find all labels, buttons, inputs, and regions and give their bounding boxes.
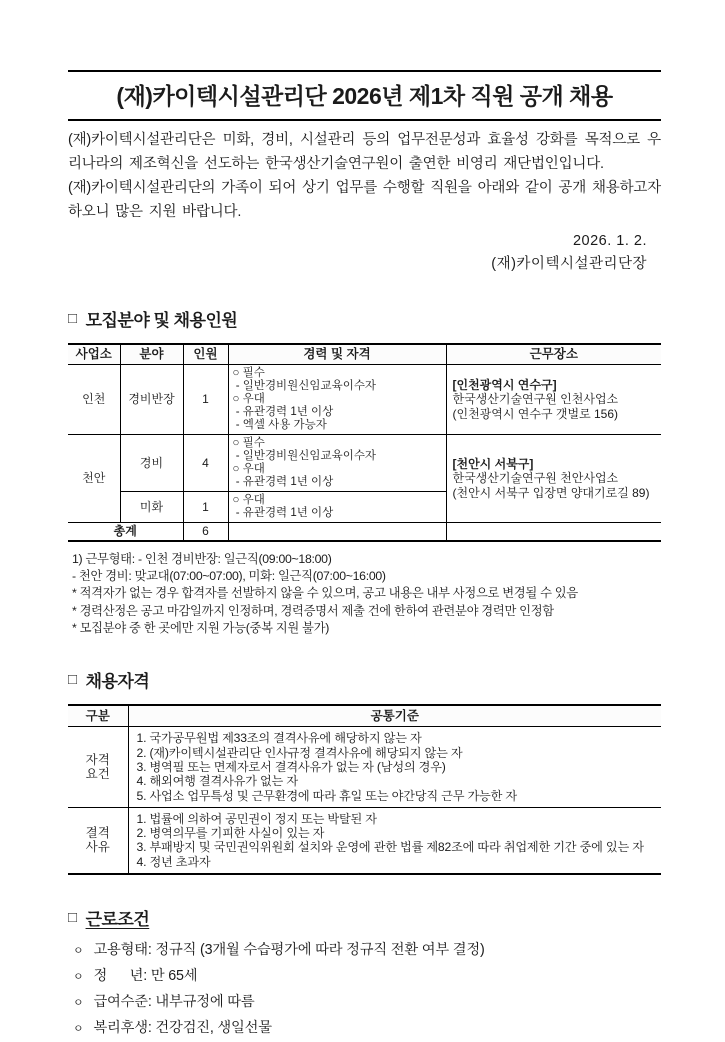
recruit-table [68, 343, 661, 542]
condition-text: 복리후생: 건강검진, 생일선물 [93, 1019, 272, 1036]
note-line: - 천안 경비: 맞교대(07:00~07:00), 미화: 일근직(07:00~16:00) [72, 569, 386, 584]
category-label-line: 자격 [85, 752, 110, 767]
list-item [73, 990, 661, 1016]
qual-line: - 유관경력 1년 이상 [232, 406, 334, 418]
qual-line: - 일반경비원신임교육이수자 [232, 450, 377, 462]
note-line: 1) 근무형태: - 인천 경비반장: 일근직(09:00~18:00) [72, 552, 332, 566]
workplace-district: [천안시 서북구] [452, 456, 534, 471]
note-line: * 경력산정은 공고 마감일까지 인정하며, 경력증명서 제출 건에 한하여 관련분야 경력만 인정함 [72, 603, 554, 618]
workplace-line: (인천광역시 연수구 갯벌로 156) [452, 406, 619, 421]
section-heading-qualification [68, 667, 661, 692]
note-line: * 적격자가 없는 경우 합격자를 선발하지 않을 수 있으며, 공고 내용은 내부 사정으로 변경될 수 있음 [72, 586, 578, 601]
intro-paragraph-1: (재)카이텍시설관리단은 미화, 경비, 시설관리 등의 업무전문성과 효율성 강화를 목적으로 우리나라의 제조혁신을 선도하는 한국생산기술연구원이 출연한 비영리 재단법인입니다. [68, 132, 661, 172]
conditions-list [68, 938, 661, 1042]
square-bullet-icon: □ [68, 908, 77, 926]
col-header-count: 인원 [183, 344, 228, 365]
col-header-field: 분야 [120, 344, 183, 365]
cell-field: 경비반장 [120, 365, 183, 435]
category-label-line: 결격 [85, 826, 110, 841]
col-header-common-criteria: 공통기준 [128, 705, 661, 727]
criteria-item: 4. 해외여행 결격사유가 없는 자 [136, 774, 298, 789]
qual-line: - 유관경력 1년 이상 [232, 476, 334, 488]
document-title-box [68, 70, 661, 121]
cell-count: 4 [183, 435, 228, 492]
cell-qualifications [228, 492, 446, 523]
cell-count: 1 [183, 492, 228, 523]
table-row-cheonan-guard [68, 435, 661, 492]
qual-line: ○ 우대 [232, 463, 265, 475]
condition-text: 정 년: 만 65세 [93, 967, 198, 984]
square-bullet-icon: □ [68, 310, 77, 327]
col-header-site: 사업소 [68, 344, 120, 365]
cell-count: 1 [183, 365, 228, 435]
cell-criteria-list [128, 727, 661, 807]
cell-workplace [446, 435, 661, 523]
qual-line: - 일반경비원신임교육이수자 [232, 380, 377, 392]
cell-category [68, 807, 128, 874]
table-row-disqualifications [68, 807, 661, 874]
circle-bullet-icon: ㅇ [73, 944, 84, 957]
criteria-item: 3. 부패방지 및 국민권익위원회 설치와 운영에 관한 법률 제82조에 따라 취업제한 기간 중에 있는 자 [136, 840, 644, 855]
section-heading-recruit [68, 306, 661, 331]
table-row-requirements [68, 727, 661, 807]
criteria-item: 2. 병역의무를 기피한 사실이 있는 자 [136, 826, 325, 841]
section-heading-recruit-label: 모집분야 및 채용인원 [85, 311, 238, 330]
cell-field: 경비 [120, 435, 183, 492]
qual-line: ○ 필수 [232, 367, 265, 379]
criteria-item: 1. 국가공무원법 제33조의 결격사유에 해당하지 않는 자 [136, 731, 422, 746]
cell-criteria-list [128, 807, 661, 874]
criteria-item: 2. (재)카이텍시설관리단 인사규정 결격사유에 해당되지 않는 자 [136, 745, 463, 760]
col-header-workplace: 근무장소 [446, 344, 661, 365]
qual-line: - 유관경력 1년 이상 [232, 507, 334, 519]
circle-bullet-icon: ㅇ [73, 996, 84, 1009]
criteria-item: 5. 사업소 업무특성 및 근무환경에 따라 휴일 또는 야간당직 근무 가능한 자 [136, 788, 517, 803]
category-label-line: 사유 [85, 840, 110, 855]
table-row-total [68, 523, 661, 542]
cell-workplace [446, 365, 661, 435]
workplace-line: (천안시 서북구 입장면 양대기로길 89) [452, 485, 650, 500]
criteria-item: 1. 법률에 의하여 공민권이 정지 또는 박탈된 자 [136, 811, 377, 826]
cell-qualifications [228, 365, 446, 435]
col-header-category: 구분 [68, 705, 128, 727]
qual-line: ○ 우대 [232, 494, 265, 506]
workplace-line: 한국생산기술연구원 천안사업소 [452, 471, 619, 486]
intro-paragraph-2: (재)카이텍시설관리단의 가족이 되어 상기 업무를 수행할 직원을 아래와 같이 공개 채용하고자 하오니 많은 지원 바랍니다. [68, 180, 661, 220]
list-item [73, 1016, 661, 1042]
cell-category [68, 727, 128, 807]
section-heading-qualification-label: 채용자격 [85, 672, 150, 692]
workplace-line: 한국생산기술연구원 인천사업소 [452, 392, 619, 407]
qualification-table [68, 704, 661, 875]
col-header-qualifications: 경력 및 자격 [228, 344, 446, 365]
cell-empty [446, 523, 661, 542]
square-bullet-icon: □ [68, 671, 77, 689]
qualification-table-header-row [68, 705, 661, 727]
recruit-table-header-row [68, 344, 661, 365]
section-heading-conditions [68, 905, 661, 930]
qual-line: - 엑셀 사용 가능자 [232, 419, 327, 431]
cell-site: 인천 [68, 365, 120, 435]
cell-qualifications [228, 435, 446, 492]
cell-empty [228, 523, 446, 542]
recruit-notes [68, 551, 661, 637]
table-row-incheon [68, 365, 661, 435]
note-line: * 모집분야 중 한 곳에만 지원 가능(중복 지원 불가) [72, 620, 330, 635]
condition-text: 급여수준: 내부규정에 따름 [93, 993, 255, 1010]
qual-line: ○ 우대 [232, 393, 265, 405]
section-heading-conditions-label: 근로조건 [85, 909, 150, 929]
cell-total-label: 총계 [68, 523, 183, 542]
qual-line: ○ 필수 [232, 437, 265, 449]
announcement-date: 2026. 1. 2. [572, 233, 647, 249]
document-title: (재)카이텍시설관리단 2026년 제1차 직원 공개 채용 [116, 83, 613, 109]
criteria-item: 4. 정년 초과자 [136, 854, 211, 869]
condition-text: 고용형태: 정규직 (3개월 수습평가에 따라 정규직 전환 여부 결정) [93, 941, 485, 958]
circle-bullet-icon: ㅇ [73, 1022, 84, 1035]
intro-section [68, 128, 661, 224]
cell-field: 미화 [120, 492, 183, 523]
signer-title: (재)카이텍시설관리단장 [491, 256, 647, 272]
workplace-district: [인천광역시 연수구] [452, 377, 557, 392]
cell-total-count: 6 [183, 523, 228, 542]
list-item [73, 938, 661, 964]
criteria-item: 3. 병역필 또는 면제자로서 결격사유가 없는 자 (남성의 경우) [136, 759, 446, 774]
circle-bullet-icon: ㅇ [73, 970, 84, 983]
cell-site: 천안 [68, 435, 120, 523]
list-item [73, 964, 661, 990]
category-label-line: 요건 [85, 767, 110, 782]
